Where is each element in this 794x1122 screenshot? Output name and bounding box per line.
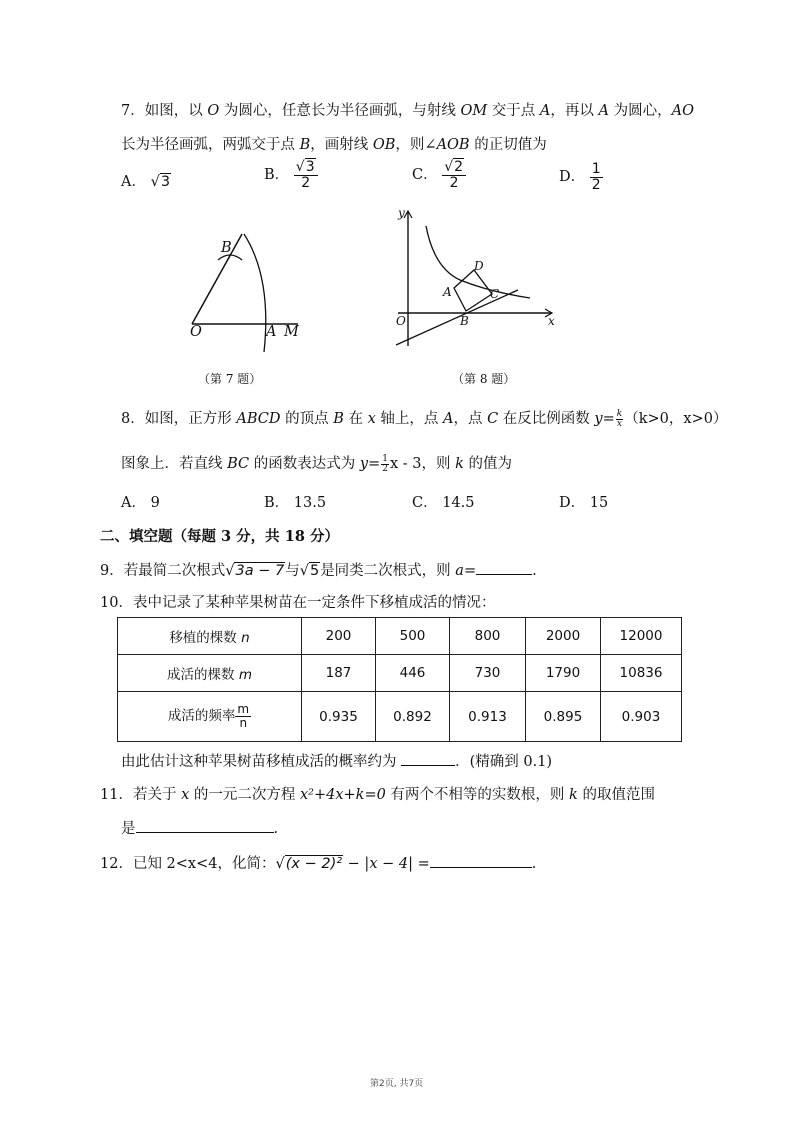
ray-ob [192,234,242,324]
arc-a [244,234,266,352]
fig8-label-d: D [474,259,484,273]
fig7-label-m: M [284,324,299,340]
table-cell: 446 [376,655,450,692]
fig8-label-c: C [490,287,500,301]
fig8-label-b: B [460,314,469,328]
q9-line: 9．若最简二次根式√3a − 7与√5是同类二次根式，则 a= . [100,559,537,580]
table-cell: 187 [302,655,376,692]
q10-after: 由此估计这种苹果树苗移植成活的概率约为 ．(精确到 0.1) [121,750,552,771]
table-cell: 1790 [526,655,601,692]
fig8-label-x: x [548,314,555,328]
table-cell: 200 [302,618,376,655]
q10-answer-blank [401,751,455,766]
table-cell: 12000 [601,618,682,655]
table-header-freq: 成活的频率 $\frac{m}{n}$ [118,692,302,742]
table-row [118,618,682,655]
q11-answer-blank [136,818,274,833]
q8-line2: 图象上．若直线 BC 的函数表达式为 y= $\frac{1}{2}$ x - 3，则 k 的值为 [121,453,512,474]
fig8-caption: （第 8 题） [452,372,516,386]
line-bc [396,290,518,345]
table-cell: 2000 [526,618,601,655]
q7-option-a: A． √3 [121,174,171,190]
table-cell: 10836 [601,655,682,692]
q8-line1: 8．如图，正方形 ABCD 的顶点 B 在 x 轴上，点 A，点 C 在反比例函数 y= $\frac{k}{x}$ （k>0，x>0） [121,408,728,429]
fig7-label-o: O [190,324,202,340]
fig8-label-y: y [398,206,405,220]
table-cell: 0.903 [601,692,682,742]
q10-table [117,617,682,742]
q7-option-c: C． $\frac{√2}{2}$ [412,160,466,190]
table-cell: 0.913 [450,692,526,742]
q11-line1: 11．若关于 x 的一元二次方程 x²+4x+k=0 有两个不相等的实数根，则 k 的取值范围 [100,787,655,803]
section-2-title: 二、填空题（每题 3 分，共 18 分） [100,528,339,545]
table-header-m: 成活的棵数 m [118,655,302,692]
q9-answer-blank [476,560,532,575]
q8-option-c: C． 14.5 [412,495,475,511]
fig7-label-a: A [266,324,277,340]
table-cell: 0.935 [302,692,376,742]
table-row [118,692,682,742]
q12-answer-blank [430,853,532,868]
table-cell: 0.895 [526,692,601,742]
table-cell: 0.892 [376,692,450,742]
figure-8-diagram [390,208,560,353]
table-cell: 500 [376,618,450,655]
fig8-label-o: O [396,314,406,328]
q7-line2: 长为半径画弧，两弧交于点 B，画射线 OB，则∠AOB 的正切值为 [121,137,547,153]
q10-intro: 10．表中记录了某种苹果树苗在一定条件下移植成活的情况： [100,595,496,611]
q7-line1: 7．如图，以 O 为圆心，任意长为半径画弧，与射线 OM 交于点 A，再以 A 为圆心，AO [121,103,694,119]
q7-option-d: D． $\frac{1}{2}$ [559,161,601,193]
q8-option-d: D． 15 [559,495,609,511]
table-header-n: 移植的棵数 n [118,618,302,655]
q12-line: 12．已知 2<x<4，化简：√(x − 2)² − |x − 4| = . [100,852,536,873]
sqrt-3: √3 [150,174,171,190]
q8-option-b: B． 13.5 [264,495,327,511]
q7-option-b: B． $\frac{√3}{2}$ [264,160,318,190]
q8-option-a: A． 9 [121,495,160,511]
page-footer: 第2页, 共7页 [370,1079,424,1089]
table-row [118,655,682,692]
fig7-label-b: B [221,240,232,256]
q11-line2: 是 . [121,817,278,838]
fig7-caption: （第 7 题） [198,372,262,386]
fig8-label-a: A [443,285,452,299]
table-cell: 800 [450,618,526,655]
table-cell: 730 [450,655,526,692]
